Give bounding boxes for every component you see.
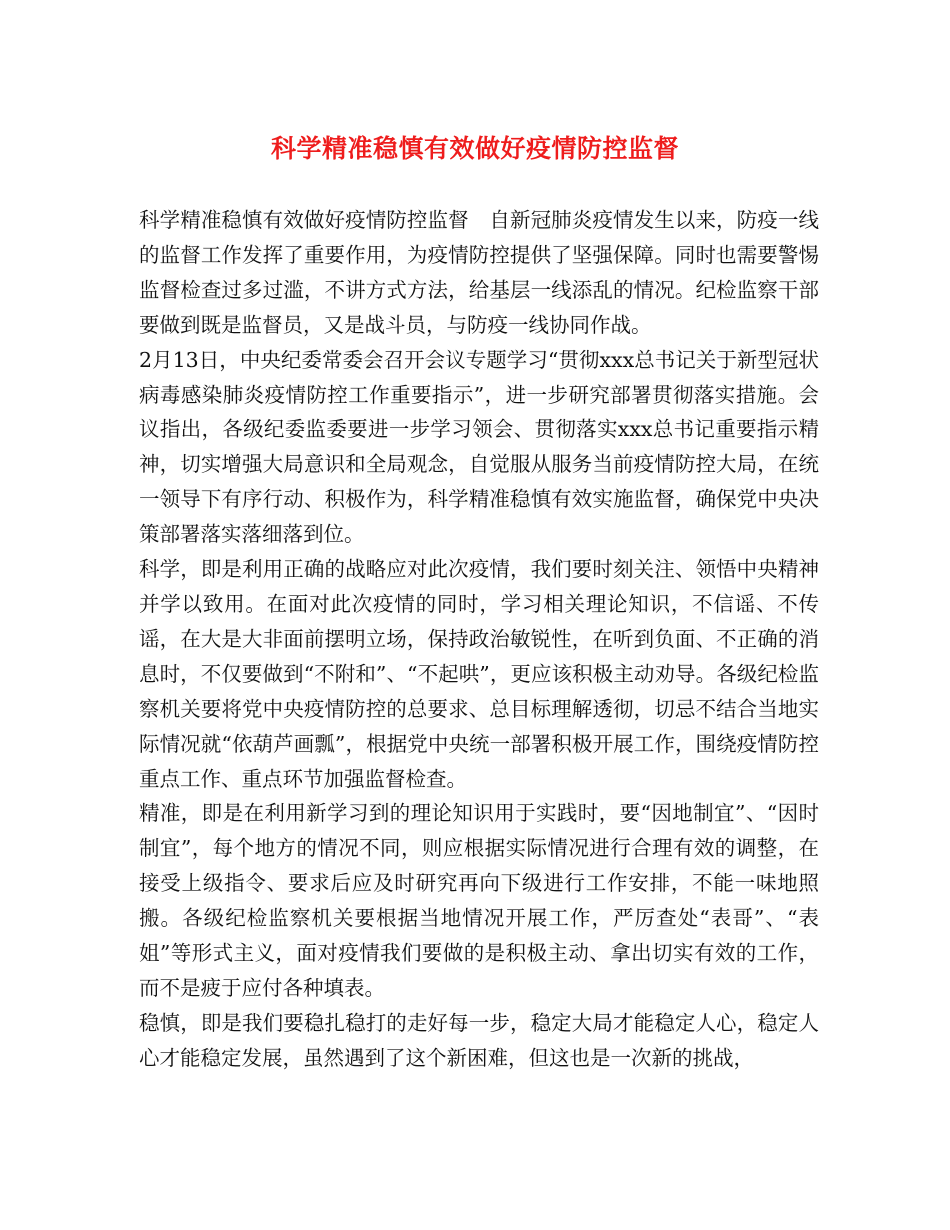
paragraph-science: 科学，即是利用正确的战略应对此次疫情，我们要时刻关注、领悟中央精神并学以致用。在面对此次疫情的同时，学习相关理论知识，不信谣、不传谣，在大是大非面前摆明立场，保持政治敏锐性，在听到负面、不正确的消息时，不仅要做到“不附和”、“不起哄”，更应该积极主动劝导。各级纪检监察机关要将党中央疫情防控的总要求、总目标理解透彻，切忌不结合当地实际情况就“依葫芦画瓢”，根据党中央统一部署积极开展工作，围绕疫情防控重点工作、重点环节加强监督检查。 (139, 557, 819, 791)
document-title: 科学精准稳慎有效做好疫情防控监督 (270, 134, 679, 163)
paragraph-meeting: 2月13日，中央纪委常委会召开会议专题学习“贯彻xxx总书记关于新型冠状病毒感染肺炎疫情防控工作重要指示”，进一步研究部署贯彻落实措施。会议指出，各级纪委监委要进一步学习领会、贯彻落实xxx总书记重要指示精神，切实增强大局意识和全局观念，自觉服从服务当前疫情防控大局，在统一领导下有序行动、积极作为，科学精准稳慎有效实施监督，确保党中央决策部署落实落细落到位。 (139, 347, 819, 547)
paragraph-steady: 稳慎，即是我们要稳扎稳打的走好每一步，稳定大局才能稳定人心，稳定人心才能稳定发展，虽然遇到了这个新困难，但这也是一次新的挑战， (139, 1010, 819, 1070)
paragraph-precision: 精准，即是在利用新学习到的理论知识用于实践时，要“因地制宜”、“因时制宜”，每个地方的情况不同，则应根据实际情况进行合理有效的调整，在接受上级指令、要求后应及时研究再向下级进行工作安排，不能一味地照搬。各级纪检监察机关要根据当地情况开展工作，严厉查处“表哥”、“表姐”等形式主义，面对疫情我们要做的是积极主动、拿出切实有效的工作，而不是疲于应付各种填表。 (139, 801, 819, 1000)
document-body (139, 203, 819, 1076)
paragraph-intro: 科学精准稳慎有效做好疫情防控监督 自新冠肺炎疫情发生以来，防疫一线的监督工作发挥了重要作用，为疫情防控提供了坚强保障。同时也需要警惕监督检查过多过滥，不讲方式方法，给基层一线添乱的情况。纪检监察干部要做到既是监督员，又是战斗员，与防疫一线协同作战。 (139, 208, 819, 337)
